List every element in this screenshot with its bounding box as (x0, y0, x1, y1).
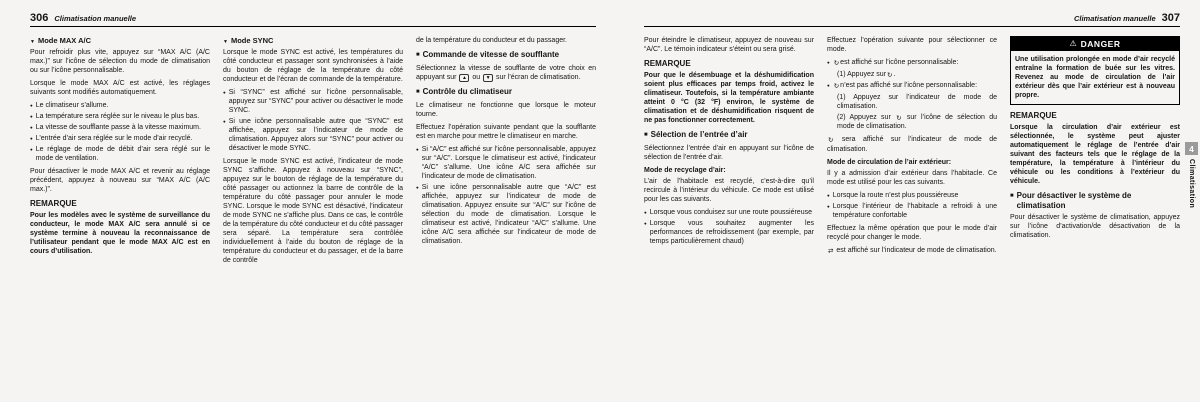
section-heading-label: Pour désactiver le système de climatisation (1016, 191, 1132, 210)
note-body: Lorsque la circulation d’air extérieur est sélectionnée, le système peut ajuster automatiquement le réglage de l’entrée d’air suivant des facteurs tels que le réglage de la température, la température à l’intérieur du véhicule ou les conditions à l’extérieur du véhicule. (1010, 124, 1180, 185)
section-heading-label: Sélection de l’entrée d’air (650, 130, 748, 139)
note-heading: REMARQUE (1010, 111, 1057, 120)
section-heading (644, 130, 814, 141)
note-body: Pour les modèles avec le système de surveillance du conducteur, le mode MAX A/C sera annulé si ce système termine à nouveau la reconnaissance de l’utilisateur pendant que le mode MAX A/C est en cours d’utilisation. (30, 212, 210, 255)
bullet-marker-icon: ● (827, 192, 830, 198)
paragraph: Il y a admission d’air extérieur dans l’habitacle. Ce mode est utilisé pour les cas suivants. (827, 169, 997, 186)
paragraph: Pour désactiver le système de climatisation, appuyez sur l’icône d’activation/de désactivation de la climatisation. (1010, 214, 1180, 239)
note-heading: REMARQUE (644, 59, 691, 68)
bullet-marker-icon: ● (30, 147, 33, 152)
paragraph: Lorsque le mode SYNC est activé, les températures du côté conducteur et passager sont synchronisées à l’aide du bouton de réglage de la température du côté conducteur et de l’écran de commande de la température. (223, 49, 403, 83)
blower-speed-down-icon: ▼ (483, 74, 493, 82)
square-marker-icon: ■ (416, 89, 420, 95)
list-item: ● Le réglage de mode de débit d’air sera réglé sur le mode de ventilation. (30, 146, 210, 162)
list-item: ● L’entrée d’air sera réglée sur le mode d’air recyclé. (30, 135, 193, 142)
paragraph: Sélectionnez l’entrée d’air en appuyant sur l’icône de sélection de l’entrée d’air. (644, 144, 814, 161)
subsection-heading (223, 36, 403, 45)
list-item: ● Lorsque la route n’est plus poussiéreuse (827, 191, 959, 199)
chapter-tab (1184, 142, 1199, 208)
list-item: ● ↻n’est pas affiché sur l’icône personnalisable: (827, 82, 978, 90)
chapter-number: 4 (1185, 142, 1198, 155)
step-item: (1) Appuyez sur l’indicateur de mode de climatisation. (837, 93, 997, 110)
danger-header (1011, 37, 1179, 51)
paragraph: ↻ sera affiché sur l’indicateur de mode de climatisation. (827, 136, 997, 153)
paragraph: Sélectionnez la vitesse de soufflante de votre choix en appuyant sur ▲ ou ▼ sur l’écran de climatisation. (416, 64, 596, 81)
triangle-marker-icon: ▼ (223, 39, 228, 45)
paragraph: Lorsque le mode SYNC est activé, l’indicateur de mode SYNC s’affiche. Appuyez à nouveau sur “SYNC”, appuyez sur le bouton de réglage de la température du côté passager ou actionnez la barre de contrôle de la température du côté passager pour annuler le mode SYNC. Lorsque le mode SYNC est désactivé, l’indicateur de mode SYNC ne s’affiche plus. Dans ce cas, le contrôle de la température du côté conducteur et du côté passager sera séparé. La température sera contrôlée individuellement à l’aide du bouton de réglage de la température du conducteur et du passager, et de la barre de contrôle (223, 158, 403, 264)
bullet-marker-icon: ● (30, 125, 33, 130)
list-item: ● Le climatiseur s’allume. (30, 102, 109, 109)
chapter-title: Climatisation manuelle (54, 14, 137, 23)
danger-title: DANGER (1080, 39, 1121, 49)
bullet-marker-icon: ● (30, 114, 33, 119)
square-marker-icon: ■ (1010, 193, 1014, 199)
recirculation-icon: ↻ (896, 114, 902, 122)
bullet-marker-icon: ● (827, 60, 830, 65)
list-item: ● Si “SYNC” est affiché sur l’icône personnalisable, appuyez sur “SYNC” pour activer ou désactiver le mode SYNC. (223, 89, 403, 114)
list-item: ● Lorsque l’intérieur de l’habitacle a refroidi à une température confortable (827, 202, 997, 219)
recirculation-icon: ↻ (833, 60, 840, 67)
column-3 (1010, 36, 1180, 259)
danger-body: Une utilisation prolongée en mode d’air recyclé entraîne la formation de buée sur les vitres. Revenez au mode de circulation de l’air extérieur dès que l’air extérieur est à nouveau propre. (1015, 56, 1175, 99)
paragraph: L’air de l’habitacle est recyclé, c’est-à-dire qu’il recircule à l’intérieur du véhicule. Ce mode est utilisé pour les cas suivants. (644, 177, 814, 203)
paragraph: ⇄ est affiché sur l’indicateur de mode de climatisation. (828, 246, 997, 255)
column-3 (416, 36, 596, 269)
paragraph: Effectuez l’opération suivante pour sélectionner ce mode. (827, 37, 997, 53)
note-body: Pour que le désembuage et la déshumidification soient plus efficaces par temps froid, activez le climatiseur. Toutefois, si la température ambiante atteint 0 °C (32 °F) environ, le système de climatisation et de déshumidification risquent de ne pas fonctionner correctement. (644, 72, 814, 124)
subsection-heading-label: Mode MAX A/C (37, 36, 92, 45)
chapter-title: Climatisation manuelle (1073, 14, 1156, 23)
run-in-heading: Mode de recyclage d’air: (644, 166, 726, 174)
page-number: 307 (1161, 12, 1180, 24)
section-heading-label: Commande de vitesse de soufflante (422, 50, 560, 59)
page-307 (644, 12, 1180, 259)
list-item: ● Lorsque vous conduisez sur une route poussiéreuse (644, 208, 812, 216)
list-item: ● Lorsque vous souhaitez augmenter les performances de refroidissement (par exemple, par temps particulièrement chaud) (644, 219, 814, 245)
square-marker-icon: ■ (416, 52, 420, 58)
list-item: ● Si une icône personnalisable autre que “SYNC” est affichée, appuyez sur l’indicateur de mode de climatisation. Appuyez alors sur “SYNC” pour activer ou désactiver le mode SYNC. (223, 118, 403, 152)
step-item: (1) Appuyez sur↻. (837, 70, 896, 79)
recirculation-icon: ↻ (828, 137, 834, 144)
recirculation-icon: ↻ (833, 83, 840, 90)
column-2 (223, 36, 403, 269)
page-header (30, 12, 596, 27)
note-heading: REMARQUE (30, 199, 77, 208)
section-heading (416, 87, 596, 98)
paragraph: Pour éteindre le climatiseur, appuyez de nouveau sur “A/C”. Le témoin indicateur s’éteint ou sera grisé. (644, 37, 814, 53)
run-in-heading: Mode de circulation de l’air extérieur: (827, 158, 952, 166)
warning-icon: ⚠ (1069, 39, 1077, 48)
triangle-marker-icon: ▼ (30, 39, 35, 45)
page-306 (30, 12, 596, 269)
section-heading (1010, 191, 1180, 210)
paragraph: Effectuez l’opération suivante pendant que la soufflante est en marche pour mettre le climatiseur en marche. (416, 123, 596, 140)
paragraph: Pour refroidir plus vite, appuyez sur “MAX A/C (A/C max.)” sur l’icône de sélection du mode de climatisation ou sur l’icône personnalisable. (30, 49, 210, 74)
fresh-air-icon: ⇄ (828, 247, 834, 255)
page-header (644, 12, 1180, 27)
blower-speed-up-icon: ▲ (459, 74, 469, 82)
subsection-heading (30, 36, 210, 45)
bullet-marker-icon: ● (223, 119, 226, 124)
step-item: (2) Appuyez sur ↻ sur l’icône de sélection du mode de climatisation. (837, 113, 997, 130)
bullet-marker-icon: ● (827, 203, 830, 209)
chapter-label: Climatisation (1188, 159, 1195, 209)
bullet-marker-icon: ● (416, 146, 419, 152)
paragraph: Pour désactiver le mode MAX A/C et revenir au réglage précédent, appuyez à nouveau sur “MAX A/C (A/C max.)”. (30, 168, 210, 193)
square-marker-icon: ■ (644, 132, 648, 138)
list-item: ● Si “A/C” est affiché sur l’icône personnalisable, appuyez sur “A/C”. Lorsque le climatiseur est activé, l’indicateur “A/C” s’allume. Une icône A/C sera affichée sur l’indicateur de mode de climatisation. (416, 145, 596, 180)
bullet-marker-icon: ● (644, 209, 647, 215)
paragraph: Effectuez la même opération que pour le mode d’air recyclé pour changer le mode. (827, 224, 997, 241)
list-item: ● La température sera réglée sur le niveau le plus bas. (30, 113, 200, 120)
page-number: 306 (30, 12, 49, 24)
danger-callout (1010, 36, 1180, 105)
column-1 (30, 36, 210, 269)
bullet-marker-icon: ● (223, 90, 226, 95)
list-item: ● La vitesse de soufflante passe à la vitesse maximum. (30, 124, 201, 131)
column-1 (644, 36, 814, 259)
subsection-heading-label: Mode SYNC (230, 36, 274, 45)
list-item: ● Si une icône personnalisable autre que “A/C” est affichée, appuyez sur l’indicateur de mode de climatisation. Appuyez ensuite sur “A/C” sur l’icône de sélection du mode de climatisation. Lorsque le climatiseur est activé, l’indicateur “A/C” s’allume. Une icône A/C sera affichée sur l’indicateur de mode de climatisation. (416, 183, 596, 245)
bullet-marker-icon: ● (30, 136, 33, 141)
paragraph: Lorsque le mode MAX A/C est activé, les réglages suivants sont modifiés automatiquement. (30, 80, 210, 96)
column-2 (827, 36, 997, 259)
section-heading (416, 50, 596, 61)
list-item: ● ↻est affiché sur l’icône personnalisable: (827, 59, 959, 67)
bullet-marker-icon: ● (416, 184, 419, 190)
paragraph: Le climatiseur ne fonctionne que lorsque le moteur tourne. (416, 101, 596, 118)
bullet-marker-icon: ● (644, 220, 647, 226)
paragraph: de la température du conducteur et du passager. (416, 37, 567, 44)
bullet-marker-icon: ● (827, 83, 830, 88)
bullet-marker-icon: ● (30, 103, 33, 108)
recirculation-icon: ↻ (887, 71, 893, 79)
section-heading-label: Contrôle du climatiseur (422, 87, 512, 96)
